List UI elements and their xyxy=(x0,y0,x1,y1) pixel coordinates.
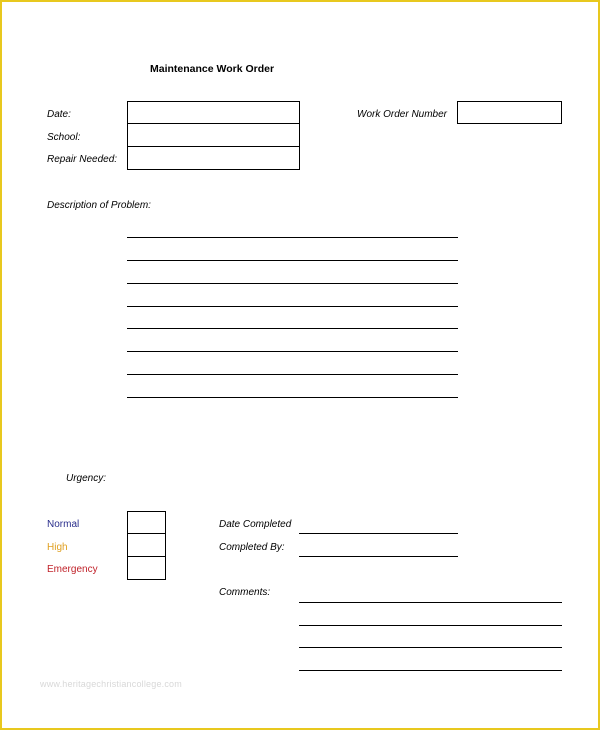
description-line[interactable] xyxy=(127,397,458,398)
date-field[interactable] xyxy=(127,101,300,124)
description-line[interactable] xyxy=(127,328,458,329)
urgency-high-checkbox[interactable] xyxy=(127,533,166,557)
form-title: Maintenance Work Order xyxy=(150,63,275,75)
watermark-text: www.heritagechristiancollege.com xyxy=(40,679,182,689)
repair-needed-label: Repair Needed: xyxy=(47,154,118,165)
completed-by-label: Completed By: xyxy=(219,542,285,553)
description-line[interactable] xyxy=(127,283,458,284)
date-label: Date: xyxy=(47,109,71,120)
description-line[interactable] xyxy=(127,237,458,238)
urgency-normal-checkbox[interactable] xyxy=(127,511,166,534)
description-label: Description of Problem: xyxy=(47,200,151,211)
date-completed-label: Date Completed xyxy=(219,519,292,530)
description-line[interactable] xyxy=(127,374,458,375)
comments-line[interactable] xyxy=(299,602,562,603)
description-line[interactable] xyxy=(127,260,458,261)
comments-line[interactable] xyxy=(299,647,562,648)
comments-line[interactable] xyxy=(299,670,562,671)
description-line[interactable] xyxy=(127,306,458,307)
date-completed-line[interactable] xyxy=(299,533,458,534)
urgency-label: Urgency: xyxy=(66,473,107,484)
repair-needed-field[interactable] xyxy=(127,146,300,170)
comments-label: Comments: xyxy=(219,587,271,598)
urgency-emergency-checkbox[interactable] xyxy=(127,556,166,580)
urgency-high-label: High xyxy=(47,542,68,553)
comments-line[interactable] xyxy=(299,625,562,626)
work-order-number-field[interactable] xyxy=(457,101,562,124)
school-field[interactable] xyxy=(127,123,300,147)
urgency-emergency-label: Emergency xyxy=(47,564,98,575)
urgency-normal-label: Normal xyxy=(47,519,80,530)
completed-by-line[interactable] xyxy=(299,556,458,557)
work-order-number-label: Work Order Number xyxy=(357,109,448,120)
description-line[interactable] xyxy=(127,351,458,352)
school-label: School: xyxy=(47,132,81,143)
